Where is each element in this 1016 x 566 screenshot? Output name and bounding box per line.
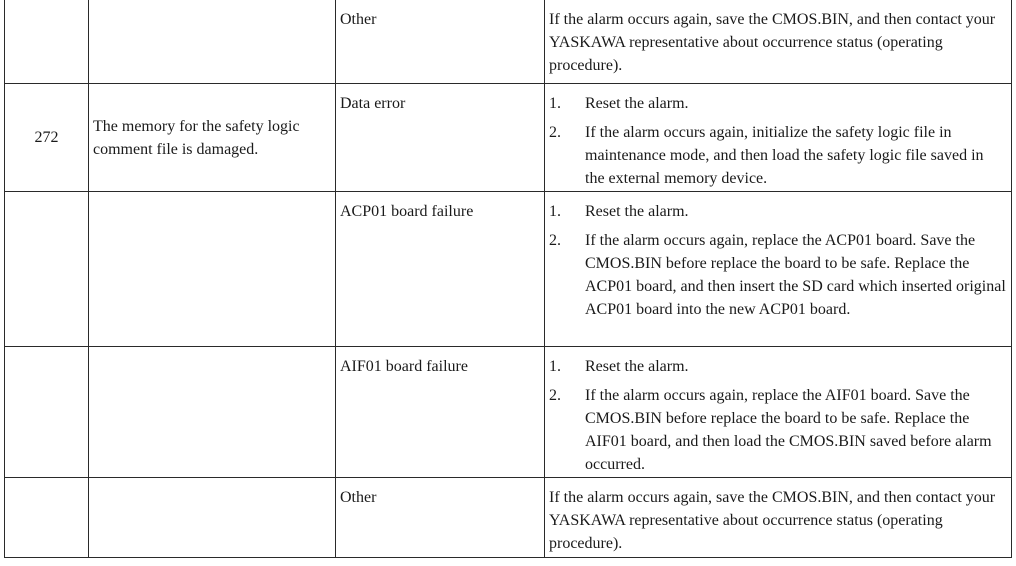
alarm-description-cell: The memory for the safety logic comment file is damaged.: [89, 84, 336, 192]
cause-cell: Other: [336, 0, 545, 84]
list-item: [549, 384, 1007, 476]
list-item: [549, 92, 1007, 115]
list-item: [549, 200, 1007, 223]
step-text: If the alarm occurs again, replace the AIF01 board. Save the CMOS.BIN before replace the board to be safe. Replace the AIF01 board, and then load the CMOS.BIN saved before alarm occurred.: [585, 387, 992, 473]
alarm-number-cell: [5, 0, 89, 84]
remedy-steps: [549, 92, 1007, 190]
remedy-cell: [545, 84, 1012, 192]
step-number: 1.: [549, 203, 561, 220]
remedy-steps: [549, 355, 1007, 476]
step-text: Reset the alarm.: [585, 358, 689, 375]
table-row: [5, 84, 1012, 192]
alarm-description-cell: [89, 0, 336, 84]
remedy-cell: [545, 192, 1012, 347]
step-number: 2.: [549, 232, 561, 249]
cause-cell: AIF01 board failure: [336, 347, 545, 478]
list-item: [549, 355, 1007, 378]
remedy-cell: [545, 347, 1012, 478]
cause-cell: Other: [336, 478, 545, 558]
alarm-number-cell: 272: [5, 84, 89, 192]
cause-cell: Data error: [336, 84, 545, 192]
alarm-description-cell: [89, 192, 336, 347]
table-row: [5, 347, 1012, 478]
alarm-number-cell: [5, 192, 89, 347]
remedy-text: If the alarm occurs again, save the CMOS.BIN, and then contact your YASKAWA representative about occurrence status (operating procedure).: [549, 11, 996, 74]
list-item: [549, 229, 1007, 321]
step-number: 2.: [549, 124, 561, 141]
step-text: If the alarm occurs again, replace the ACP01 board. Save the CMOS.BIN before replace the board to be safe. Replace the ACP01 board, and then insert the SD card which inserted original ACP01 board into the new ACP01 board.: [585, 232, 1006, 318]
step-number: 1.: [549, 95, 561, 112]
remedy-steps: [549, 200, 1007, 321]
alarm-description-cell: [89, 347, 336, 478]
remedy-cell: [545, 0, 1012, 84]
alarm-number-cell: [5, 347, 89, 478]
step-text: Reset the alarm.: [585, 95, 689, 112]
table-row: [5, 0, 1012, 84]
alarm-number-cell: [5, 478, 89, 558]
alarm-description-cell: [89, 478, 336, 558]
table-row: [5, 192, 1012, 347]
step-number: 2.: [549, 387, 561, 404]
alarm-table: [4, 0, 1012, 558]
cause-cell: ACP01 board failure: [336, 192, 545, 347]
remedy-cell: [545, 478, 1012, 558]
step-text: If the alarm occurs again, initialize the safety logic file in maintenance mode, and then load the safety logic file saved in the external memory device.: [585, 124, 984, 187]
remedy-text: If the alarm occurs again, save the CMOS.BIN, and then contact your YASKAWA representative about occurrence status (operating procedure).: [549, 489, 996, 552]
step-text: Reset the alarm.: [585, 203, 689, 220]
list-item: [549, 121, 1007, 190]
step-number: 1.: [549, 358, 561, 375]
table-row: [5, 478, 1012, 558]
